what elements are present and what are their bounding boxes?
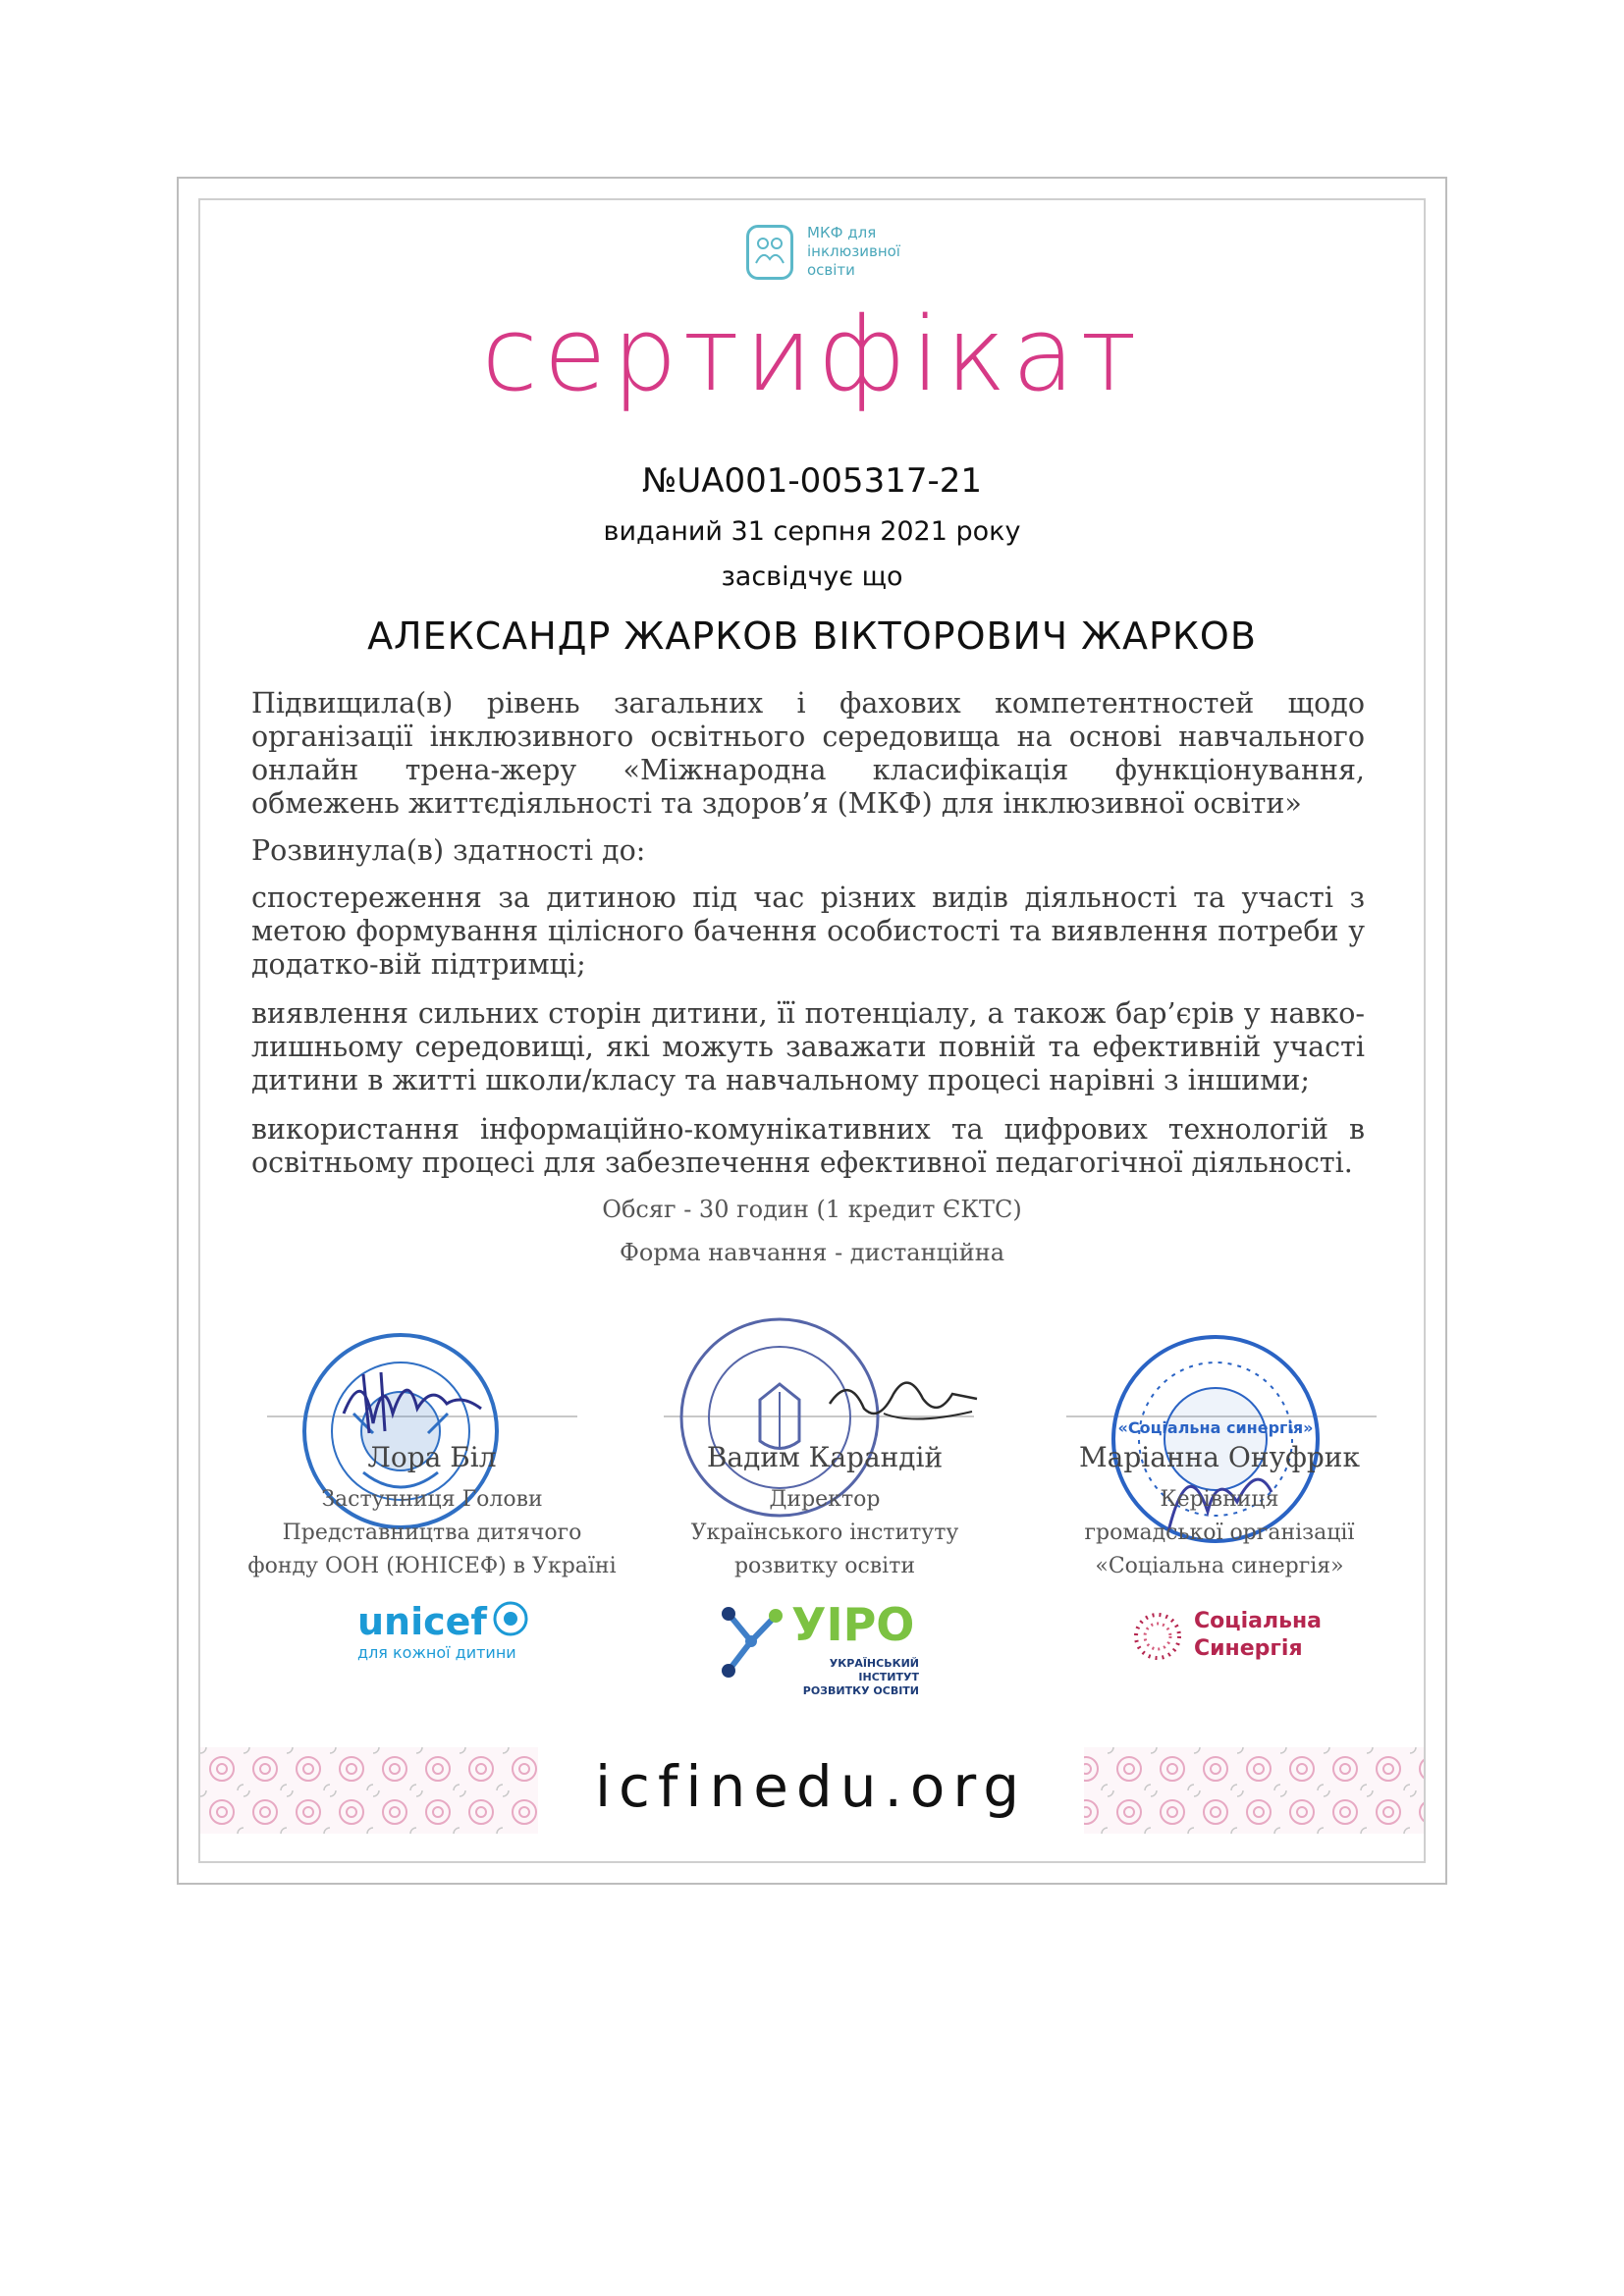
ability-item-strengths: виявлення сильних сторін дитини, її потенціалу, а також бар’єрів у навко-лишньому середовищі, які можуть заважати повній та ефективній участі дитини в житті школи/класу та навчальному процесі нарівні з іншими; [251,997,1365,1096]
synergy-dots-icon [1129,1608,1186,1665]
certificate-number: №UA001-005317-21 [642,461,982,501]
certifies-text: засвідчує що [721,561,903,592]
ability-item-observation: спостереження за дитиною під час різних видів діяльності та участі з метою формування цілісного бачення особистості та виявлення потреби у додатко-вій підтримці; [251,881,1365,981]
unicef-tagline: для кожної дитини [357,1643,516,1662]
uipo-logo-subtitle: УКРАЇНСЬКИЙ ІНСТИТУТ РОЗВИТКУ ОСВІТИ [802,1657,919,1697]
signatory-name: Вадим Карандій [706,1441,944,1473]
unicef-globe-icon [492,1600,529,1637]
signatory-uipo [638,1441,1011,1583]
icf-logo [746,222,943,285]
study-form: Форма навчання - дистанційна [619,1239,1005,1266]
uipo-logo-text: УІРО [791,1598,915,1651]
signatory-role: Заступниця Голови Представництва дитячого фонду ООН (ЮНІСЕФ) в Україні [247,1487,617,1578]
signatory-role: Керівниця громадської організації «Соціальна синергія» [1084,1487,1355,1578]
certificate-title: сертифікат [481,294,1143,414]
synergy-logo-text: Соціальна Синергія [1194,1609,1323,1661]
abilities-heading: Розвинула(в) здатності до: [251,834,646,867]
competence-paragraph: Підвищила(в) рівень загальних і фахових компетентностей щодо організації інклюзивного освітнього середовища на основі навчального онлайн трена-жеру «Міжнародна класифікація функціонування, обмежень життєдіяльності та здоров’я (МКФ) для інклюзивної освіти» [251,687,1365,820]
signatory-name: Лора Біл [367,1441,497,1473]
synergy-stamp-label: «Соціальна синергія» [1117,1418,1314,1437]
unicef-signature [334,1355,491,1443]
icf-logo-icon [746,225,793,280]
unicef-logo-text: unicef [357,1600,487,1643]
signatory-name: Маріанна Онуфрик [1079,1441,1360,1473]
icf-logo-text: МКФ для інклюзивної освіти [807,224,900,279]
signatory-unicef [245,1441,619,1583]
unicef-logo [357,1600,529,1662]
course-volume: Обсяг - 30 годин (1 кредит ЄКТС) [602,1196,1022,1223]
signatory-role: Директор Українського інституту розвитку освіти [690,1487,959,1578]
website-url[interactable]: icfinedu.org [594,1753,1028,1820]
issue-date: виданий 31 серпня 2021 року [603,516,1021,547]
uipo-signature [825,1364,982,1433]
recipient-name: АЛЕКСАНДР ЖАРКОВ ВІКТОРОВИЧ ЖАРКОВ [367,614,1257,658]
ability-item-technology: використання інформаційно-комунікативних та цифрових технологій в освітньому процесі для забезпечення ефективної педагогічної діяльності. [251,1113,1365,1179]
signatory-synergy [1033,1441,1406,1583]
